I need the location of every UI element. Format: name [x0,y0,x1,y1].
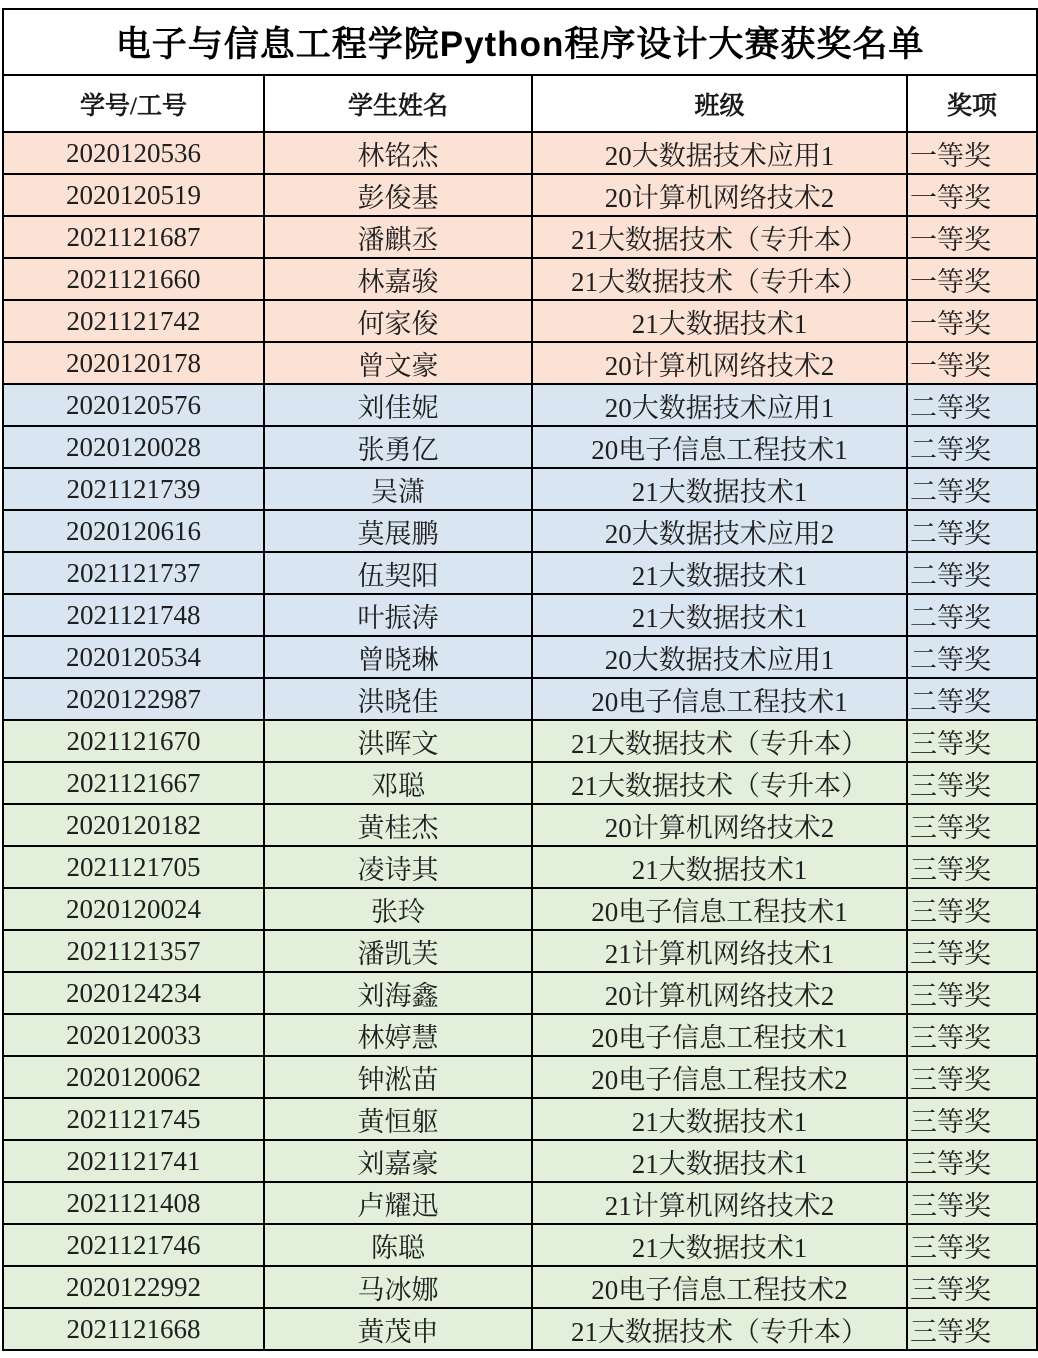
class-cell: 20大数据技术应用1 [532,132,907,174]
award-cell: 三等奖 [907,1266,1037,1308]
student-name-cell: 林嘉骏 [264,258,532,300]
student-id-cell: 2020120033 [3,1014,264,1056]
student-name-cell: 潘凯芙 [264,930,532,972]
student-name-cell: 凌诗其 [264,846,532,888]
table-row [3,720,1037,762]
award-cell: 一等奖 [907,132,1037,174]
column-header-award: 奖项 [907,75,1037,132]
class-cell: 20大数据技术应用1 [532,384,907,426]
award-cell: 一等奖 [907,216,1037,258]
student-name-cell: 张玲 [264,888,532,930]
student-name-cell: 洪晖文 [264,720,532,762]
class-cell: 21计算机网络技术1 [532,930,907,972]
class-cell: 21大数据技术1 [532,1140,907,1182]
student-id-cell: 2021121667 [3,762,264,804]
table-row [3,1140,1037,1182]
award-cell: 三等奖 [907,1014,1037,1056]
student-name-cell: 刘海鑫 [264,972,532,1014]
page-title: 电子与信息工程学院Python程序设计大赛获奖名单 [3,9,1037,75]
award-cell: 二等奖 [907,636,1037,678]
award-cell: 二等奖 [907,594,1037,636]
award-cell: 二等奖 [907,552,1037,594]
table-row [3,1308,1037,1350]
student-id-cell: 2021121737 [3,552,264,594]
class-cell: 21大数据技术1 [532,1224,907,1266]
student-id-cell: 2020120182 [3,804,264,846]
table-row [3,846,1037,888]
table-row [3,132,1037,174]
student-name-cell: 吴潇 [264,468,532,510]
table-row [3,1098,1037,1140]
award-cell: 二等奖 [907,468,1037,510]
student-name-cell: 洪晓佳 [264,678,532,720]
table-row [3,552,1037,594]
student-name-cell: 张勇亿 [264,426,532,468]
student-id-cell: 2020120024 [3,888,264,930]
student-name-cell: 陈聪 [264,1224,532,1266]
award-cell: 三等奖 [907,1056,1037,1098]
award-cell: 三等奖 [907,972,1037,1014]
table-row [3,468,1037,510]
table-row [3,510,1037,552]
student-name-cell: 黄桂杰 [264,804,532,846]
student-name-cell: 叶振涛 [264,594,532,636]
award-cell: 一等奖 [907,174,1037,216]
award-cell: 三等奖 [907,1182,1037,1224]
award-cell: 一等奖 [907,300,1037,342]
award-cell: 三等奖 [907,720,1037,762]
student-id-cell: 2020120028 [3,426,264,468]
class-cell: 20电子信息工程技术1 [532,1014,907,1056]
student-id-cell: 2020120534 [3,636,264,678]
class-cell: 21大数据技术（专升本） [532,216,907,258]
student-id-cell: 2021121668 [3,1308,264,1350]
student-id-cell: 2020122987 [3,678,264,720]
student-id-cell: 2021121660 [3,258,264,300]
table-row [3,258,1037,300]
student-id-cell: 2021121670 [3,720,264,762]
class-cell: 21大数据技术1 [532,1098,907,1140]
table-row [3,1266,1037,1308]
student-id-cell: 2021121739 [3,468,264,510]
award-cell: 三等奖 [907,804,1037,846]
class-cell: 21大数据技术（专升本） [532,720,907,762]
award-cell: 一等奖 [907,342,1037,384]
student-id-cell: 2021121741 [3,1140,264,1182]
student-name-cell: 刘佳妮 [264,384,532,426]
student-id-cell: 2021121748 [3,594,264,636]
table-row [3,384,1037,426]
student-id-cell: 2021121687 [3,216,264,258]
award-cell: 三等奖 [907,846,1037,888]
student-id-cell: 2021121746 [3,1224,264,1266]
table-row [3,174,1037,216]
table-row [3,594,1037,636]
class-cell: 21大数据技术1 [532,468,907,510]
class-cell: 20大数据技术应用1 [532,636,907,678]
table-row [3,1014,1037,1056]
column-header-student-id: 学号/工号 [3,75,264,132]
class-cell: 20电子信息工程技术1 [532,888,907,930]
table-row [3,888,1037,930]
class-cell: 20电子信息工程技术2 [532,1266,907,1308]
student-name-cell: 曾晓琳 [264,636,532,678]
student-name-cell: 卢耀迅 [264,1182,532,1224]
class-cell: 20计算机网络技术2 [532,972,907,1014]
table-row [3,762,1037,804]
student-id-cell: 2021121745 [3,1098,264,1140]
student-name-cell: 钟淞苗 [264,1056,532,1098]
class-cell: 20计算机网络技术2 [532,174,907,216]
student-id-cell: 2020120519 [3,174,264,216]
class-cell: 21大数据技术（专升本） [532,762,907,804]
student-name-cell: 何家俊 [264,300,532,342]
award-cell: 一等奖 [907,258,1037,300]
award-cell: 二等奖 [907,426,1037,468]
student-id-cell: 2020120616 [3,510,264,552]
table-row [3,1056,1037,1098]
class-cell: 20计算机网络技术2 [532,804,907,846]
class-cell: 21计算机网络技术2 [532,1182,907,1224]
student-id-cell: 2021121357 [3,930,264,972]
table-row [3,216,1037,258]
award-cell: 三等奖 [907,930,1037,972]
student-id-cell: 2020120062 [3,1056,264,1098]
table-row [3,972,1037,1014]
table-row [3,930,1037,972]
award-cell: 二等奖 [907,510,1037,552]
student-id-cell: 2021121705 [3,846,264,888]
award-cell: 三等奖 [907,762,1037,804]
student-name-cell: 伍契阳 [264,552,532,594]
table-row [3,678,1037,720]
table-row [3,636,1037,678]
column-header-class: 班级 [532,75,907,132]
award-cell: 三等奖 [907,888,1037,930]
student-name-cell: 黄恒躯 [264,1098,532,1140]
student-name-cell: 林铭杰 [264,132,532,174]
award-cell: 二等奖 [907,678,1037,720]
award-cell: 二等奖 [907,384,1037,426]
student-id-cell: 2020122992 [3,1266,264,1308]
class-cell: 21大数据技术1 [532,300,907,342]
student-id-cell: 2020120178 [3,342,264,384]
table-body [3,132,1037,1350]
student-name-cell: 潘麒丞 [264,216,532,258]
column-header-student-name: 学生姓名 [264,75,532,132]
class-cell: 20大数据技术应用2 [532,510,907,552]
student-name-cell: 莫展鹏 [264,510,532,552]
student-name-cell: 曾文豪 [264,342,532,384]
table-row [3,1224,1037,1266]
class-cell: 21大数据技术1 [532,846,907,888]
table-row [3,804,1037,846]
table-row [3,342,1037,384]
table-row [3,300,1037,342]
student-name-cell: 邓聪 [264,762,532,804]
award-cell: 三等奖 [907,1140,1037,1182]
student-name-cell: 刘嘉豪 [264,1140,532,1182]
award-cell: 三等奖 [907,1308,1037,1350]
student-id-cell: 2021121742 [3,300,264,342]
table-row [3,1182,1037,1224]
student-name-cell: 黄茂申 [264,1308,532,1350]
class-cell: 20电子信息工程技术1 [532,426,907,468]
student-id-cell: 2020124234 [3,972,264,1014]
class-cell: 21大数据技术（专升本） [532,258,907,300]
student-id-cell: 2021121408 [3,1182,264,1224]
student-id-cell: 2020120576 [3,384,264,426]
header-row [3,75,1037,132]
award-cell: 三等奖 [907,1224,1037,1266]
student-name-cell: 林婷慧 [264,1014,532,1056]
award-winners-table [2,8,1038,1351]
class-cell: 21大数据技术1 [532,594,907,636]
student-name-cell: 彭俊基 [264,174,532,216]
class-cell: 21大数据技术1 [532,552,907,594]
class-cell: 21大数据技术（专升本） [532,1308,907,1350]
title-row [3,9,1037,75]
class-cell: 20电子信息工程技术2 [532,1056,907,1098]
student-name-cell: 马冰娜 [264,1266,532,1308]
award-cell: 三等奖 [907,1098,1037,1140]
student-id-cell: 2020120536 [3,132,264,174]
class-cell: 20计算机网络技术2 [532,342,907,384]
table-row [3,426,1037,468]
class-cell: 20电子信息工程技术1 [532,678,907,720]
